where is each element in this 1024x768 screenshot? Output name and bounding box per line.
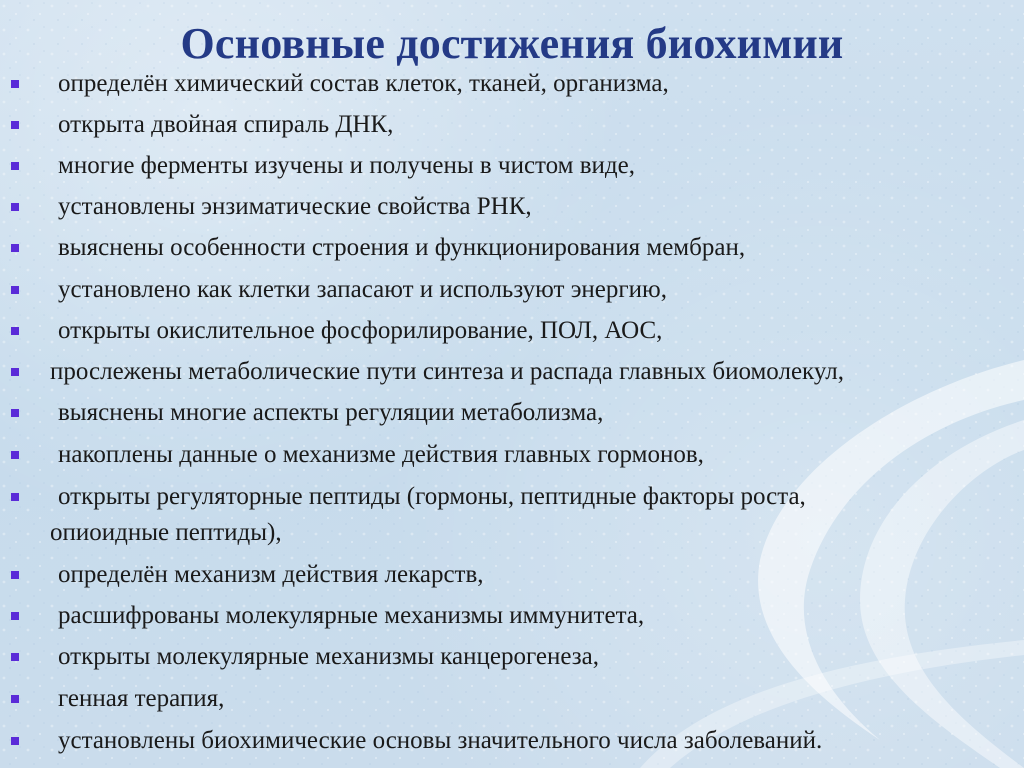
bullet-square-icon bbox=[11, 368, 19, 376]
bullet-square-icon bbox=[11, 451, 19, 459]
bullet-square-icon bbox=[11, 121, 19, 129]
bullet-square-icon bbox=[11, 80, 19, 88]
bullet-square-icon bbox=[11, 737, 19, 745]
bullet-square-icon bbox=[11, 612, 19, 620]
bullet-square-icon bbox=[11, 286, 19, 294]
bullet-square-icon bbox=[11, 203, 19, 211]
list-item-text: установлены биохимические основы значительного числа заболеваний. bbox=[58, 727, 823, 754]
list-item-text: многие ферменты изучены и получены в чистом виде, bbox=[58, 152, 635, 179]
bullet-square-icon bbox=[11, 327, 19, 335]
list-item-text: расшифрованы молекулярные механизмы иммунитета, bbox=[58, 602, 645, 629]
bullet-square-icon bbox=[11, 409, 19, 417]
bullet-square-icon bbox=[11, 162, 19, 170]
list-item-text: открыты молекулярные механизмы канцерогенеза, bbox=[58, 643, 600, 670]
list-item-text: выяснены многие аспекты регуляции метаболизма, bbox=[58, 399, 604, 426]
list-item-continuation: опиоидные пептиды), bbox=[50, 519, 282, 546]
list-item-text: открыты регуляторные пептиды (гормоны, пептидные факторы роста, bbox=[58, 483, 806, 510]
bullet-square-icon bbox=[11, 571, 19, 579]
bullet-square-icon bbox=[11, 244, 19, 252]
bullet-square-icon bbox=[11, 653, 19, 661]
list-item-text: генная терапия, bbox=[58, 685, 225, 712]
list-item-text: прослежены метаболические пути синтеза и распада главных биомолекул, bbox=[50, 358, 844, 385]
list-item-text: определён механизм действия лекарств, bbox=[58, 561, 484, 588]
list-item-text: открыта двойная спираль ДНК, bbox=[58, 111, 394, 138]
list-item-text: накоплены данные о механизме действия главных гормонов, bbox=[58, 441, 704, 468]
list-item-text: установлены энзиматические свойства РНК, bbox=[58, 193, 532, 220]
list-item-text: определён химический состав клеток, тканей, организма, bbox=[58, 70, 669, 97]
list-item-text: установлено как клетки запасают и используют энергию, bbox=[58, 276, 667, 303]
list-item-text: открыты окислительное фосфорилирование, ПОЛ, АОС, bbox=[58, 317, 663, 344]
list-item-text: выяснены особенности строения и функционирования мембран, bbox=[58, 234, 746, 261]
slide-title: Основные достижения биохимии bbox=[180, 19, 844, 68]
bullet-square-icon bbox=[11, 695, 19, 703]
bullet-square-icon bbox=[11, 493, 19, 501]
